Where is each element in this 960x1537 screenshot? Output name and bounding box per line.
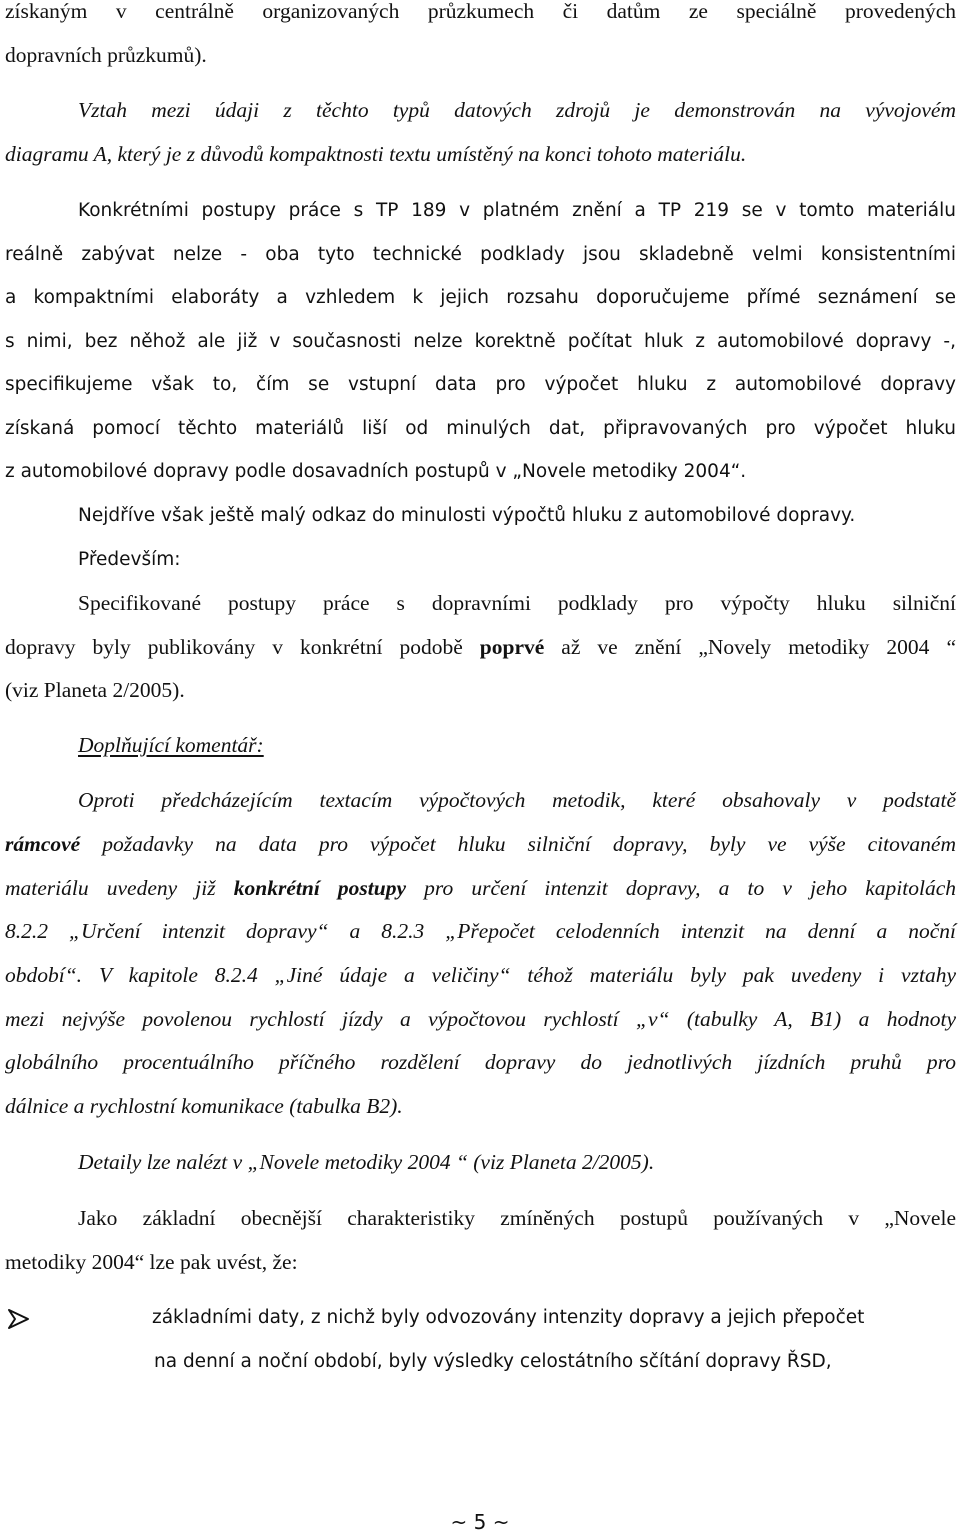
intro-line-1: získaným v centrálně organizovaných průzkumech či datům ze speciálně provedených <box>5 0 956 23</box>
vztah-line-1: Vztah mezi údaji z těchto typů datových zdrojů je demonstrován na vývojovém <box>78 98 956 122</box>
oproti-line-1: Oproti předcházejícím textacím výpočtových metodik, které obsahovaly v podstatě <box>78 788 956 812</box>
specifikovane-text-end: až ve znění „Novely metodiky 2004 “ <box>544 635 957 659</box>
specifikovane-text: dopravy byly publikovány v konkrétní podobě <box>5 635 480 659</box>
specifikovane-bold-poprve: poprvé <box>479 635 545 659</box>
oproti-line-2 <box>5 829 956 859</box>
konkretnimi-line-1: Konkrétními postupy práce s TP 189 v platném znění a TP 219 se v tomto materiálu <box>78 200 956 221</box>
bullet-line-1: základními daty, z nichž byly odvozovány intenzity dopravy a jejich přepočet <box>152 1307 865 1328</box>
oproti-bold-ramcove: rámcové <box>5 832 81 856</box>
oproti-bold-konkretni-postupy: konkrétní postupy <box>233 876 407 900</box>
jako-line-1: Jako základní obecnější charakteristiky zmíněných postupů používaných v „Novele <box>78 1206 956 1230</box>
bullet-line-2: na denní a noční období, byly výsledky celostátního sčítání dopravy ŘSD, <box>154 1351 832 1372</box>
oproti-line-5: období“. V kapitole 8.2.4 „Jiné údaje a veličiny“ téhož materiálu byly pak uvedeny i vztahy <box>5 963 956 987</box>
intro-line-2: dopravních průzkumů). <box>5 43 207 67</box>
specifikovane-line-3: (viz Planeta 2/2005). <box>5 678 185 702</box>
oproti-text: požadavky na data pro výpočet hluku silniční dopravy, byly ve výše citovaném <box>80 832 956 856</box>
doplnujici-komentar-heading: Doplňující komentář: <box>78 733 264 757</box>
detaily-paragraph: Detaily lze nalézt v „Novele metodiky 2004 “ (viz Planeta 2/2005). <box>78 1150 655 1174</box>
oproti-line-8: dálnice a rychlostní komunikace (tabulka B2). <box>5 1094 403 1118</box>
specifikovane-line-1: Specifikované postupy práce s dopravními podklady pro výpočty hluku silniční <box>78 591 956 615</box>
oproti-line-3 <box>5 873 956 903</box>
specifikovane-line-2 <box>5 632 956 662</box>
konkretnimi-line-2: reálně zabývat nelze - oba tyto technické podklady jsou skladebně velmi konsistentními <box>5 244 956 265</box>
oproti-line-7: globálního procentuálního příčného rozdělení dopravy do jednotlivých jízdních pruhů pro <box>5 1050 956 1074</box>
konkretnimi-line-4: s nimi, bez něhož ale již v současnosti nelze korektně počítat hluk z automobilové dopravy -, <box>5 331 956 352</box>
arrow-bullet-icon <box>6 1304 32 1334</box>
oproti-text-post: pro určení intenzit dopravy, a to v jeho kapitolách <box>406 876 956 900</box>
oproti-line-6: mezi nejvýše povolenou rychlostí jízdy a výpočtovou rychlostí „v“ (tabulky A, B1) a hodnoty <box>5 1007 956 1031</box>
konkretnimi-line-5: specifikujeme však to, čím se vstupní data pro výpočet hluku z automobilové dopravy <box>5 374 956 395</box>
predevsim-heading: Především: <box>78 549 181 570</box>
konkretnimi-line-7: z automobilové dopravy podle dosavadních postupů v „Novele metodiky 2004“. <box>5 461 747 482</box>
oproti-line-4: 8.2.2 „Určení intenzit dopravy“ a 8.2.3 „Přepočet celodenních intenzit na denní a noční <box>5 919 956 943</box>
nejdrive-paragraph: Nejdříve však ještě malý odkaz do minulosti výpočtů hluku z automobilové dopravy. <box>78 505 856 526</box>
jako-line-2: metodiky 2004“ lze pak uvést, že: <box>5 1250 298 1274</box>
oproti-text-pre: materiálu uvedeny již <box>5 876 234 900</box>
konkretnimi-line-3: a kompaktními elaboráty a vzhledem k jejich rozsahu doporučujeme přímé seznámení se <box>5 287 956 308</box>
page-number: ~ 5 ~ <box>450 1510 510 1534</box>
konkretnimi-line-6: získaná pomocí těchto materiálů liší od minulých dat, připravovaných pro výpočet hluku <box>5 418 956 439</box>
vztah-line-2: diagramu A, který je z důvodů kompaktnosti textu umístěný na konci tohoto materiálu. <box>5 142 747 166</box>
